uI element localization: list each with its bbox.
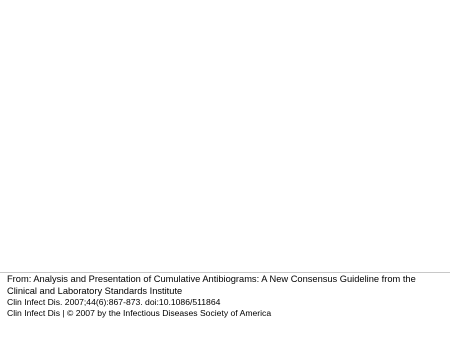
caption-divider [0,272,450,273]
caption [7,274,445,318]
caption-citation: Clin Infect Dis. 2007;44(6):867-873. doi:10.1086/511864 [7,297,221,307]
caption-title: From: Analysis and Presentation of Cumulative Antibiograms: A New Consensus Guideline from the Clinical and Laboratory Standards Institute [7,274,416,296]
caption-copyright: Clin Infect Dis | © 2007 by the Infectious Diseases Society of America [7,307,272,318]
